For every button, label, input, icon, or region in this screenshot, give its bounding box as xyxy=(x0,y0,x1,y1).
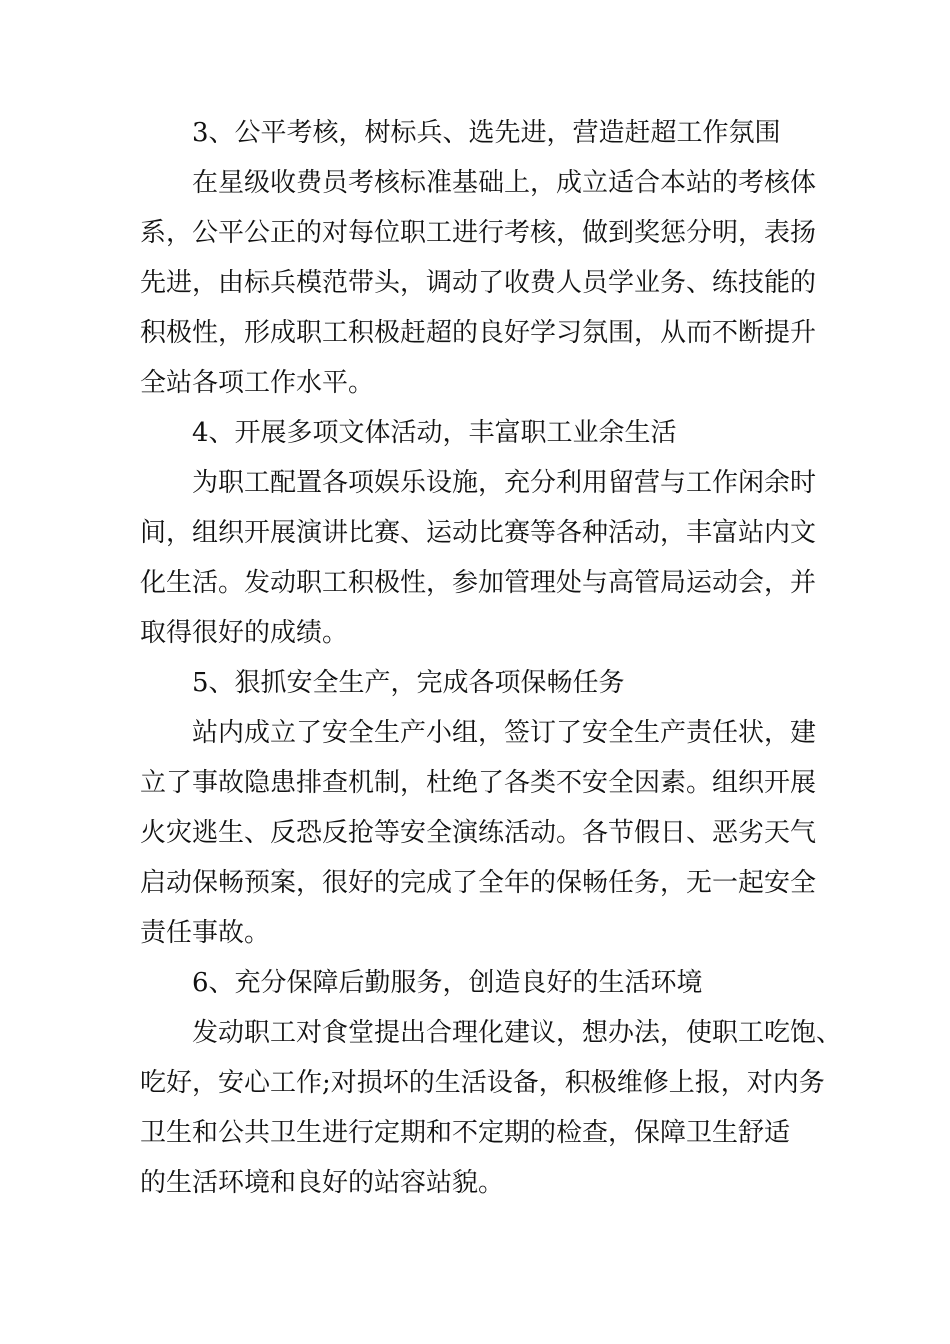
section-paragraph-6 xyxy=(140,1008,843,1208)
paragraph-line: 全站各项工作水平。 xyxy=(140,368,375,398)
paragraph-line: 积极性，形成职工积极赶超的良好学习氛围，从而不断提升 xyxy=(140,318,817,348)
paragraph-line: 卫生和公共卫生进行定期和不定期的检查，保障卫生舒适 xyxy=(140,1118,791,1148)
section-heading-3: 3、公平考核，树标兵、选先进，营造赶超工作氛围 xyxy=(192,118,781,148)
section-paragraph-4 xyxy=(140,458,830,658)
paragraph-line: 先进，由标兵模范带头，调动了收费人员学业务、练技能的 xyxy=(140,268,817,298)
paragraph-line: 系，公平公正的对每位职工进行考核，做到奖惩分明，表扬 xyxy=(140,218,817,248)
paragraph-line: 取得很好的成绩。 xyxy=(140,618,349,648)
paragraph-line: 启动保畅预案，很好的完成了全年的保畅任务，无一起安全 xyxy=(140,868,817,898)
paragraph-line: 发动职工对食堂提出合理化建议，想办法，使职工吃饱、 xyxy=(192,1018,843,1048)
paragraph-line: 责任事故。 xyxy=(140,918,271,948)
section-heading-5: 5、狠抓安全生产，完成各项保畅任务 xyxy=(192,668,625,698)
paragraph-line: 立了事故隐患排查机制，杜绝了各类不安全因素。组织开展 xyxy=(140,768,817,798)
paragraph-line: 间，组织开展演讲比赛、运动比赛等各种活动，丰富站内文 xyxy=(140,518,817,548)
section-heading-4: 4、开展多项文体活动，丰富职工业余生活 xyxy=(192,418,677,448)
paragraph-line: 化生活。发动职工积极性，参加管理处与高管局运动会，并 xyxy=(140,568,817,598)
section-paragraph-3 xyxy=(140,158,830,408)
paragraph-line: 站内成立了安全生产小组，签订了安全生产责任状，建 xyxy=(192,718,817,748)
section-paragraph-5 xyxy=(140,708,830,958)
paragraph-line: 吃好，安心工作;对损坏的生活设备，积极维修上报，对内务 xyxy=(140,1068,825,1098)
paragraph-line: 在星级收费员考核标准基础上，成立适合本站的考核体 xyxy=(192,168,817,198)
paragraph-line: 火灾逃生、反恐反抢等安全演练活动。各节假日、恶劣天气 xyxy=(140,818,817,848)
document-body xyxy=(140,108,843,1208)
paragraph-line: 的生活环境和良好的站容站貌。 xyxy=(140,1168,505,1198)
paragraph-line: 为职工配置各项娱乐设施，充分利用留营与工作闲余时 xyxy=(192,468,817,498)
section-heading-6: 6、充分保障后勤服务，创造良好的生活环境 xyxy=(192,968,703,998)
